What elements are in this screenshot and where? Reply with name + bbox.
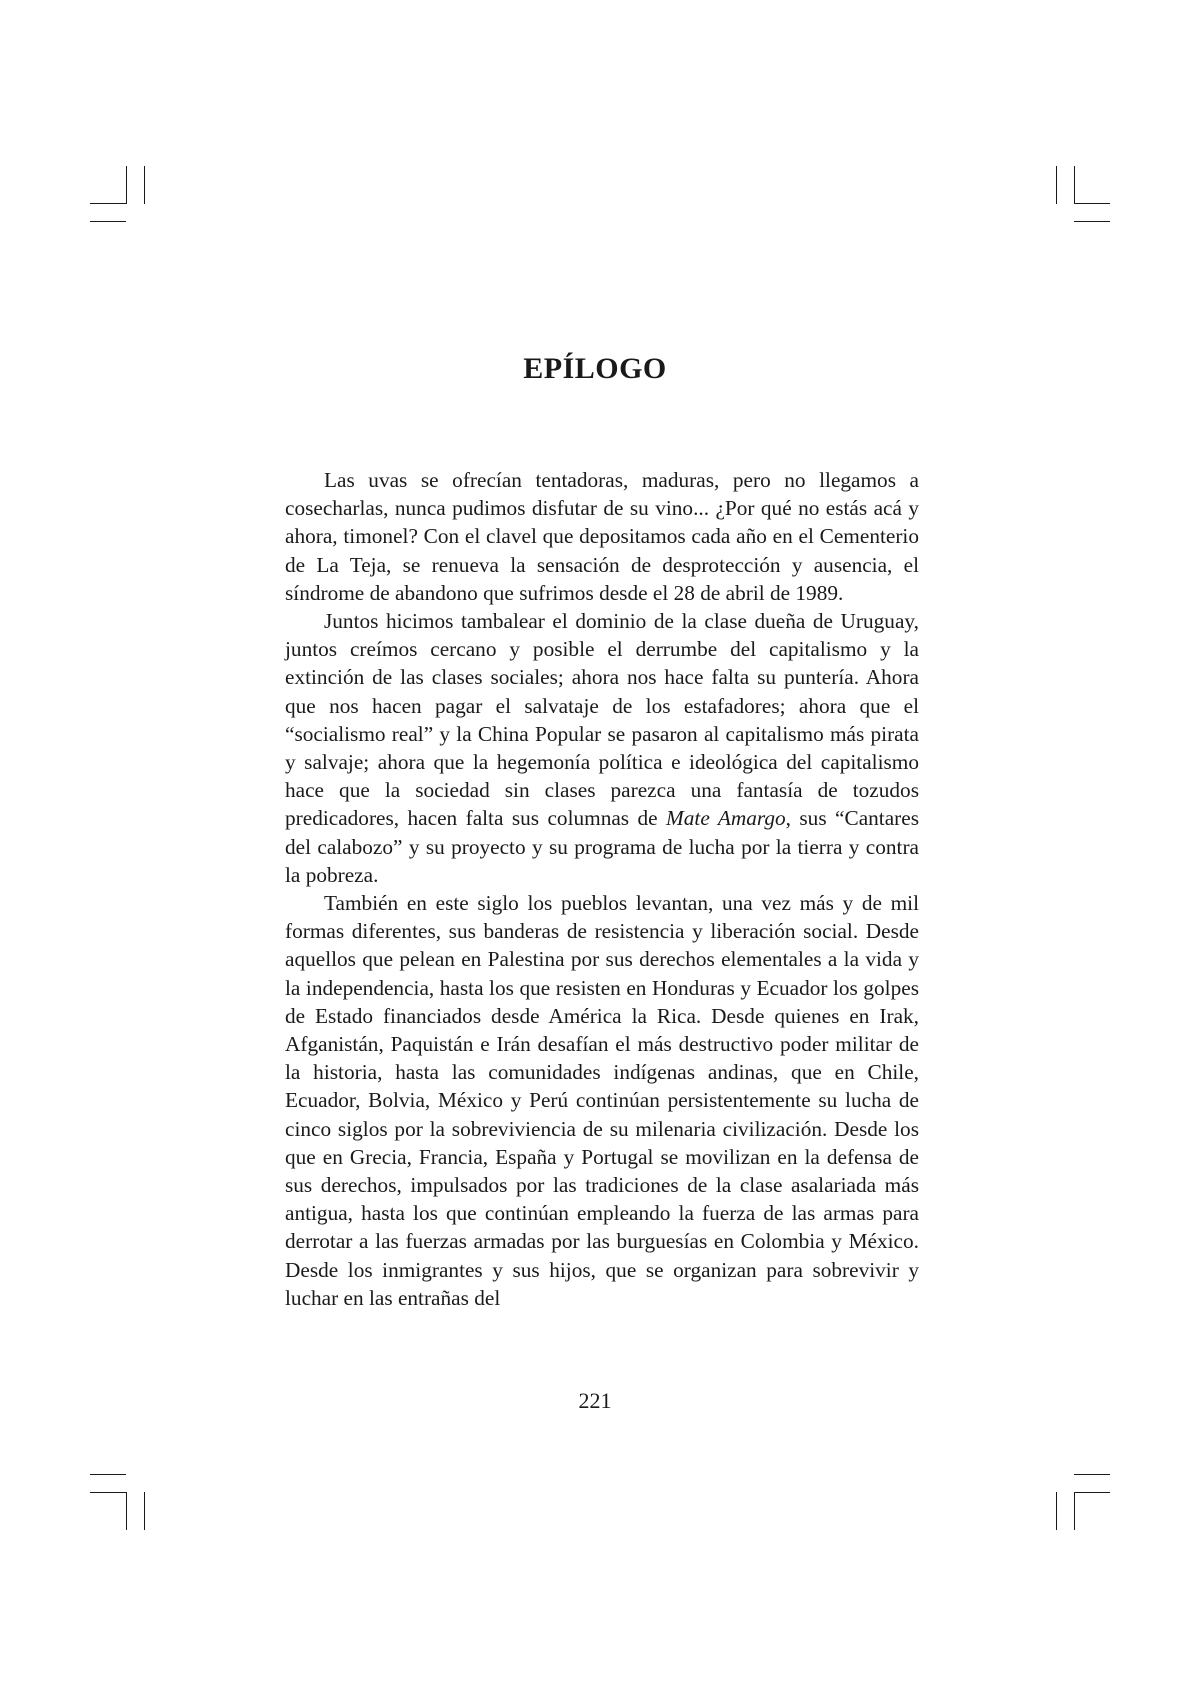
crop-mark-top-left-vertical <box>126 166 127 204</box>
crop-mark-bottom-right-horizontal <box>1074 1474 1110 1475</box>
crop-mark-top-right-vertical <box>1074 166 1075 204</box>
paragraph-text: , sus “Cantares del calabozo” y su proyecto y su programa de lucha por la tierra y contra la pobreza. <box>285 806 919 887</box>
page-number: 221 <box>578 1388 612 1413</box>
crop-mark-bottom-right-vertical <box>1056 1492 1057 1530</box>
paragraph <box>285 607 919 889</box>
crop-mark-top-left-horizontal <box>90 203 126 204</box>
crop-mark-top-left-vertical <box>144 166 145 204</box>
crop-mark-bottom-left-horizontal <box>90 1474 126 1475</box>
chapter-title: EPÍLOGO <box>523 352 667 385</box>
paragraph <box>285 466 919 607</box>
publication-title: Mate Amargo <box>666 806 786 831</box>
crop-mark-top-right-horizontal <box>1074 221 1110 222</box>
crop-mark-bottom-left-vertical <box>126 1492 127 1530</box>
crop-mark-bottom-right-vertical <box>1074 1492 1075 1530</box>
crop-mark-bottom-left-horizontal <box>90 1492 126 1493</box>
crop-mark-top-right-vertical <box>1056 166 1057 204</box>
paragraph <box>285 889 919 1312</box>
crop-mark-top-left-horizontal <box>90 221 126 222</box>
crop-mark-bottom-left-vertical <box>144 1492 145 1530</box>
paragraph-text: Juntos hicimos tambalear el dominio de la clase dueña de Uruguay, juntos creímos cercano y posible el derrumbe del capitalismo y la extinción de las clases sociales; ahora nos hace falta su puntería. Ahora que nos hacen pagar el salvataje de los estafadores; ahora que el “socialismo real” y la China Popular se pasaron al capitalismo más pirata y salvaje; ahora que la hegemonía política e ideológica del capitalismo hace que la sociedad sin clases parezca una fantasía de tozudos predicadores, hacen falta sus columnas de <box>285 609 919 831</box>
crop-mark-top-right-horizontal <box>1074 203 1110 204</box>
crop-mark-bottom-right-horizontal <box>1074 1492 1110 1493</box>
paragraph-text: También en este siglo los pueblos levantan, una vez más y de mil formas diferentes, sus banderas de resistencia y liberación social. Desde aquellos que pelean en Palestina por sus derechos elementales a la vida y la independencia, hasta los que resisten en Honduras y Ecuador los golpes de Estado financiados desde América la Rica. Desde quienes en Irak, Afganistán, Paquistán e Irán desafían el más destructivo poder militar de la historia, hasta las comunidades indígenas andinas, que en Chile, Ecuador, Bolvia, México y Perú continúan persistentemente su lucha de cinco siglos por la sobreviviencia de su milenaria civilización. Desde los que en Grecia, Francia, España y Portugal se movilizan en la defensa de sus derechos, impulsados por las tradiciones de la clase asalariada más antigua, hasta los que continúan empleando la fuerza de las armas para derrotar a las fuerzas armadas por las burguesías en Colombia y México. Desde los inmigrantes y sus hijos, que se organizan para sobrevivir y luchar en las entrañas del <box>285 891 919 1310</box>
paragraph-text: Las uvas se ofrecían tentadoras, maduras, pero no llegamos a cosecharlas, nunca pudimos disfutar de su vino... ¿Por qué no estás acá y ahora, timonel? Con el clavel que depositamos cada año en el Cementerio de La Teja, se renueva la sensación de desprotección y ausencia, el síndrome de abandono que sufrimos desde el 28 de abril de 1989. <box>285 468 919 605</box>
chapter-body <box>285 466 919 1312</box>
